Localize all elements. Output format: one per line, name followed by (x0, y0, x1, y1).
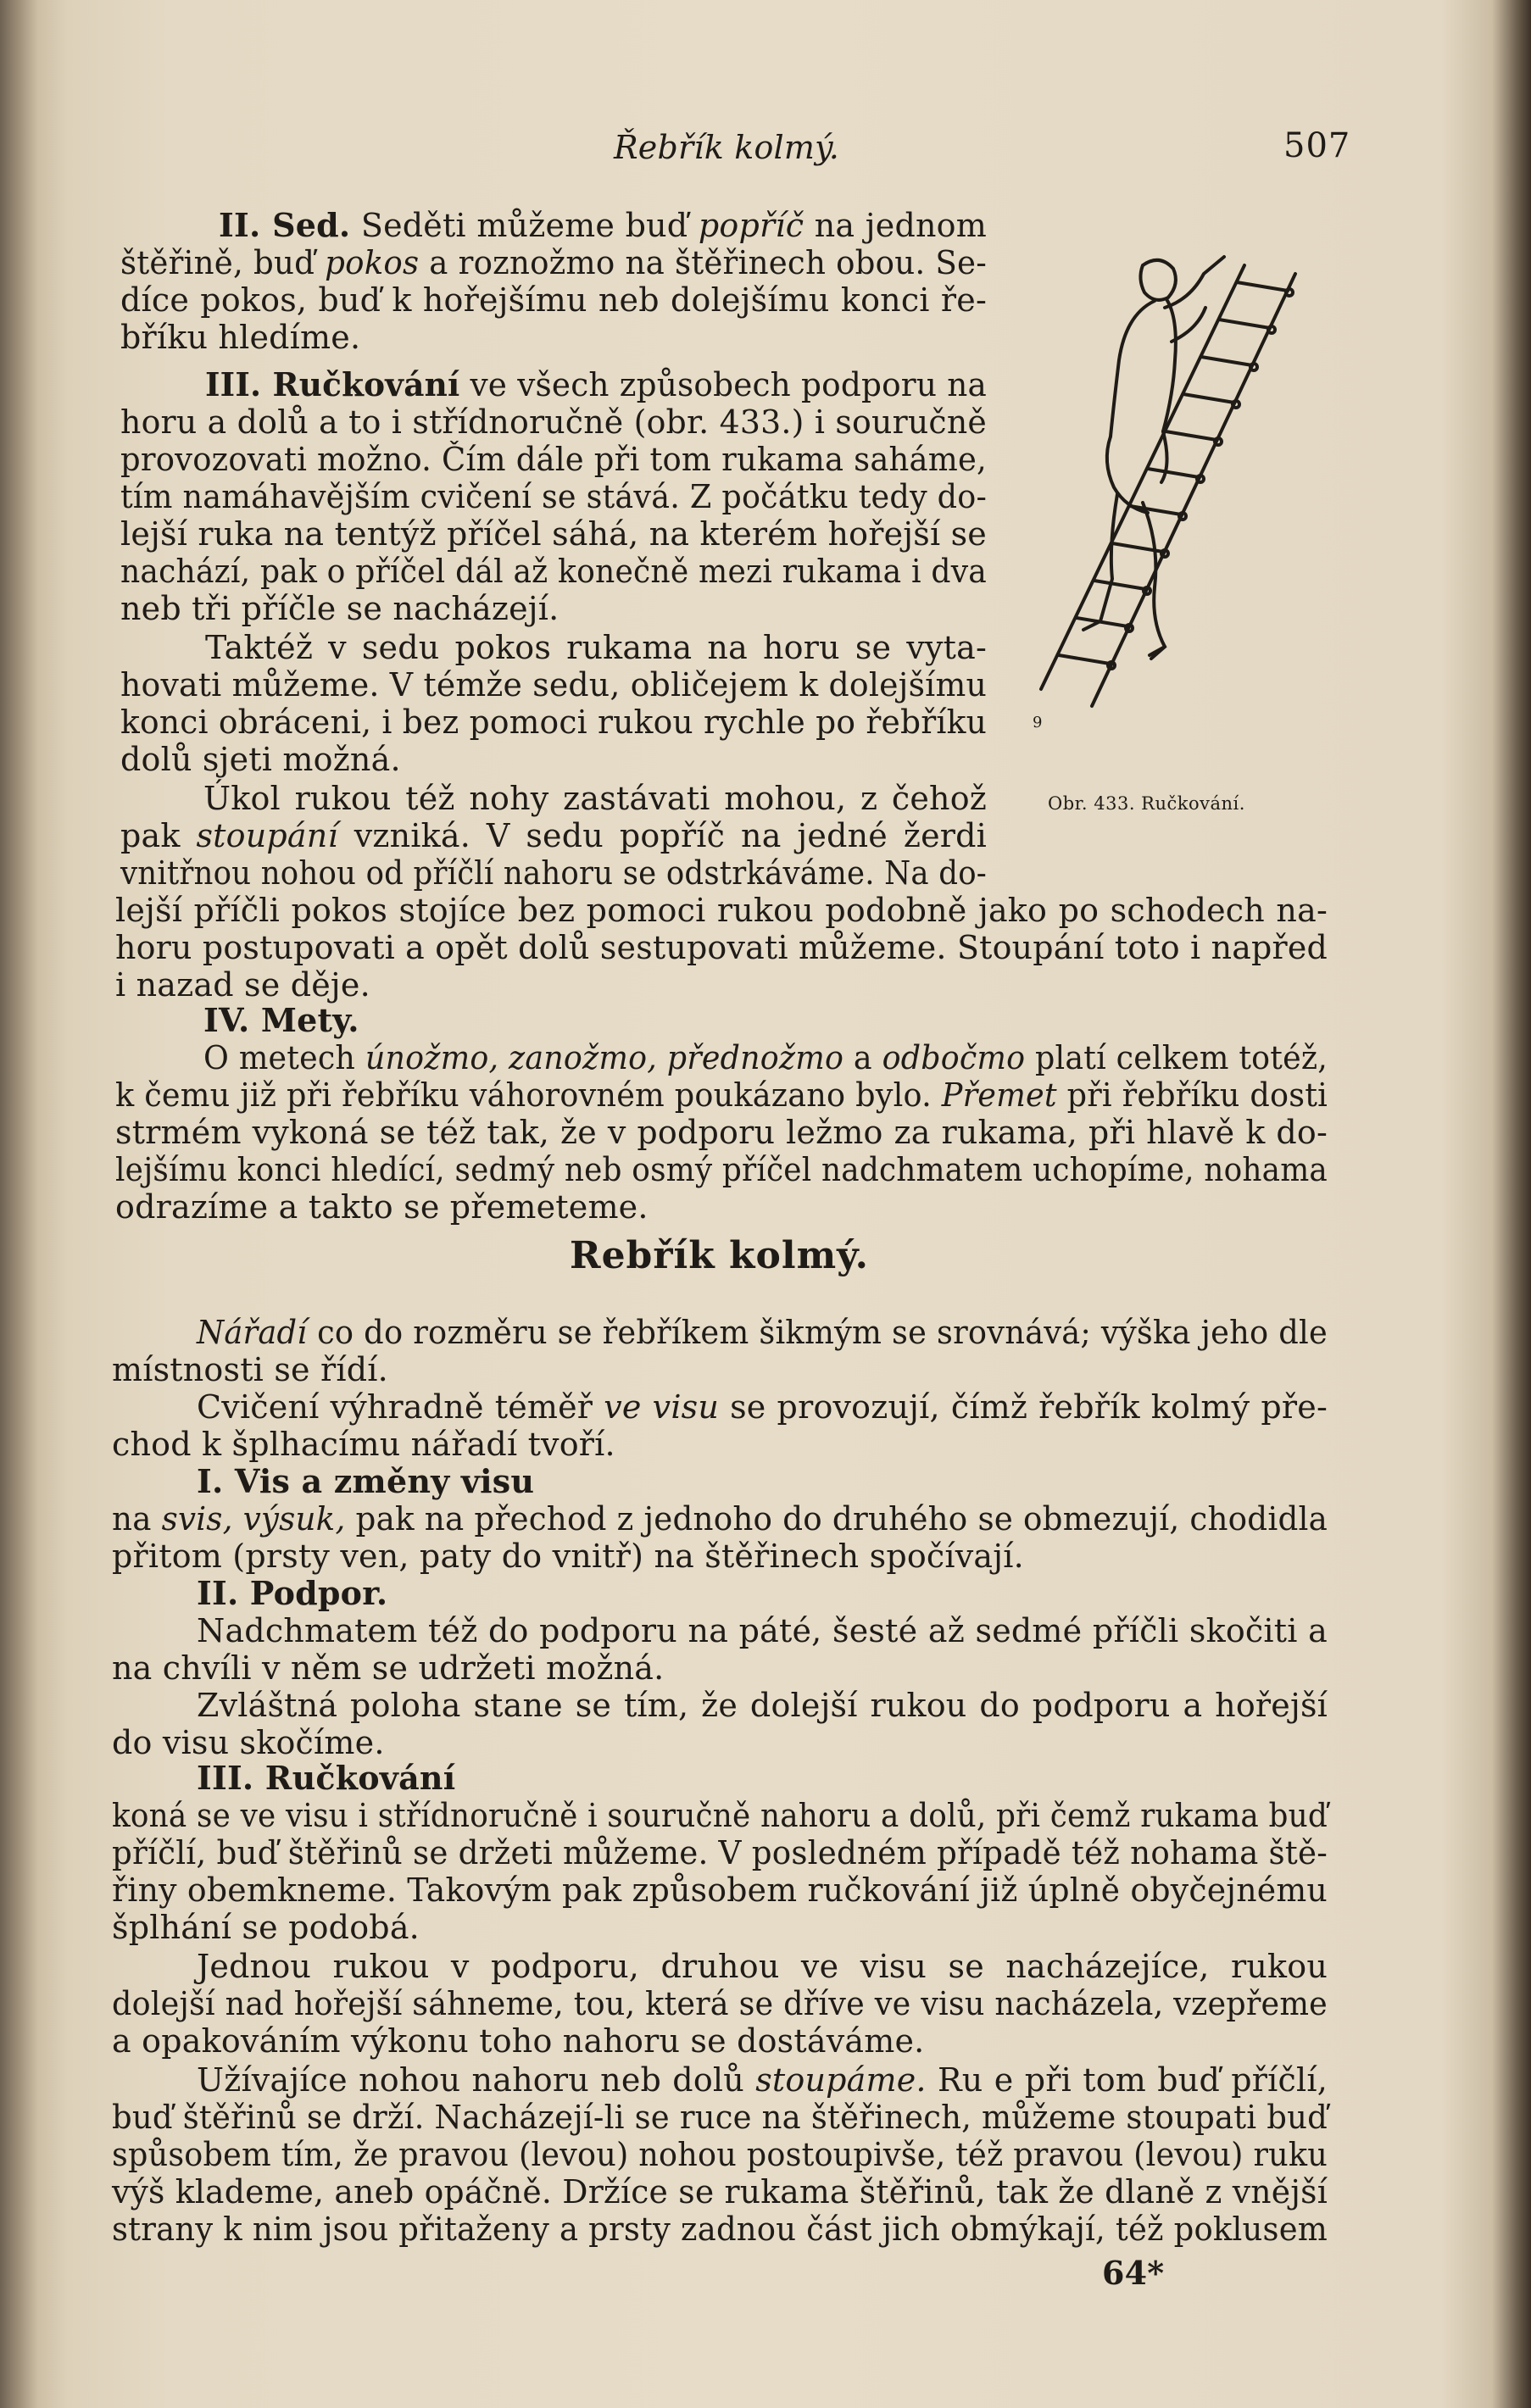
bold-run: III. Ručkování (205, 365, 460, 403)
text-run: konci obráceni, i bez pomoci rukou rychle po řebříku (120, 703, 987, 741)
text-run: Zvláštná poloha stane se tím, že dolejší rukou do podporu a hořejší (197, 1687, 1328, 1724)
text-run: příčlí, buď štěřinů se držeti můžeme. V posledném případě též nohama ště- (112, 1834, 1328, 1871)
text-run: spůsobem tím, že pravou (levou) nohou postoupivše, též pravou (levou) ruku (112, 2136, 1328, 2173)
running-header-title: Řebřík kolmý. (614, 129, 840, 166)
text-line (120, 281, 987, 319)
text-run: pak na přechod z jednoho do druhého se obmezují, chodidla (345, 1500, 1328, 1538)
text-line (115, 966, 370, 1004)
figure-caption: Obr. 433. Ručkování. (1048, 793, 1245, 814)
text-run: i nazad se děje. (115, 966, 370, 1004)
bold-run: I. Vis a změny visu (197, 1462, 535, 1500)
text-run: do visu skočíme. (112, 1724, 385, 1761)
text-run: na chvíli v něm se udržeti možná. (112, 1649, 665, 1687)
text-run: se provozují, čímž řebřík kolmý pře- (719, 1388, 1328, 1426)
bold-run: II. Podpor. (197, 1574, 388, 1612)
text-line (112, 1649, 664, 1687)
text-run: dolejší nad hořejší sáhneme, tou, která se dříve ve visu nacházela, vzepřeme (112, 1985, 1328, 2022)
text-line (120, 741, 401, 778)
text-line (112, 2099, 1328, 2136)
text-line (197, 1314, 1328, 1351)
text-line (115, 1076, 1328, 1114)
bold-run: III. Ručkování (197, 1759, 456, 1797)
text-run: provozovati možno. Čím dále při tom rukama saháme, (120, 441, 987, 478)
text-run: při řebříku dosti (1056, 1076, 1328, 1114)
italic-run: únožmo, zanožmo, přednožmo (365, 1039, 844, 1076)
text-line (203, 780, 987, 817)
text-line (120, 478, 987, 515)
text-run: vnitřnou nohou od příčlí nahoru se odstrkáváme. Na do- (120, 854, 987, 892)
text-line (115, 1151, 1328, 1188)
text-run: k čemu již při řebříku váhorovném poukázano bylo. (115, 1076, 942, 1114)
italic-run: ve visu (604, 1388, 720, 1426)
text-run: na jednom (804, 207, 987, 244)
text-run: a (843, 1039, 882, 1076)
text-line (112, 1834, 1328, 1871)
text-line (197, 2061, 1328, 2099)
text-line (205, 366, 987, 403)
text-line (197, 1612, 1328, 1649)
text-line (120, 553, 987, 590)
text-line (120, 817, 987, 854)
text-run: nachází, pak o příčel dál až konečně mezi rukama i dva (120, 553, 987, 590)
text-run: ve všech způsobech podporu na (459, 366, 987, 403)
text-run: Ru e při tom buď příčlí, (926, 2061, 1328, 2099)
italic-run: stoupání (196, 817, 338, 854)
italic-run: svis, výsuk, (161, 1500, 346, 1538)
text-line (197, 1948, 1328, 1985)
italic-run: pokos (325, 244, 420, 281)
text-run: tím namáhavějším cvičení se stává. Z počátku tedy do- (120, 478, 987, 515)
text-run: štěřině, buď (120, 244, 326, 281)
bold-run: IV. Mety. (203, 1001, 359, 1039)
text-line (112, 1909, 420, 1946)
text-run: platí celkem totéž, (1025, 1039, 1328, 1076)
text-line (120, 590, 559, 627)
text-line (203, 1002, 359, 1039)
text-run: Seděti můžeme buď (350, 207, 699, 244)
text-line (120, 403, 987, 441)
text-run: neb tři příčle se nacházejí. (120, 590, 560, 627)
text-run: strmém vykoná se též tak, že v podporu ležmo za rukama, při hlavě k do- (115, 1114, 1328, 1151)
text-line (120, 244, 987, 281)
text-line (112, 1797, 1328, 1834)
text-run: Jednou rukou v podporu, druhou ve visu se nacházejíce, rukou (197, 1948, 1328, 1985)
text-run: Rebřík kolmý. (570, 1234, 869, 1277)
text-run: strany k nim jsou přitaženy a prsty zadnou část jich obmýkají, též poklusem (112, 2211, 1328, 2248)
text-line (120, 666, 987, 703)
text-run: bříku hledíme. (120, 319, 361, 356)
text-run: Úkol rukou též nohy zastávati mohou, z čehož (203, 780, 987, 817)
text-run: Nadchmatem též do podporu na páté, šesté až sedmé příčli skočiti a (197, 1612, 1328, 1649)
italic-run: Nářadí (197, 1314, 308, 1351)
text-line (112, 1538, 1024, 1575)
text-line (197, 1388, 1328, 1426)
text-line (197, 1575, 387, 1612)
text-run: chod k šplhacímu nářadí tvoří. (112, 1426, 615, 1463)
text-line (112, 1724, 385, 1761)
text-run: Užívajíce nohou nahoru neb dolů (197, 2061, 756, 2099)
text-line (112, 2211, 1328, 2248)
text-line (115, 1188, 649, 1226)
text-run: buď štěřinů se drží. Nacházejí-li se ruce na štěřinech, můžeme stoupati buď (112, 2099, 1328, 2136)
text-line (120, 319, 360, 356)
text-line (115, 929, 1328, 966)
text-run: výš klademe, aneb opáčně. Držíce se rukama štěřinů, tak že dlaně z vnější (112, 2173, 1328, 2211)
text-line (115, 892, 1328, 929)
text-line (112, 1426, 615, 1463)
text-run: vzniká. V sedu popříč na jedné žerdi (337, 817, 987, 854)
text-run: Cvičení výhradně téměř (197, 1388, 604, 1426)
text-line (197, 1463, 534, 1500)
signature-mark: 64* (1102, 2254, 1165, 2292)
text-line (197, 1760, 455, 1797)
text-line (112, 2173, 1328, 2211)
text-run: lejší příčli pokos stojíce bez pomoci rukou podobně jako po schodech na- (115, 892, 1328, 929)
text-line (120, 515, 987, 553)
text-run: díce pokos, buď k hořejšímu neb dolejšímu konci ře- (120, 281, 987, 319)
text-run: Taktéž v sedu pokos rukama na horu se vyta- (205, 629, 987, 666)
text-line (112, 2136, 1328, 2173)
text-run: O metech (203, 1039, 365, 1076)
text-run: horu postupovati a opět dolů sestupovati můžeme. Stoupání toto i napřed (115, 929, 1328, 966)
text-run: řiny obemkneme. Takovým pak způsobem ručkování již úplně obyčejnému (112, 1871, 1328, 1909)
text-run: lejší ruka na tentýž příčel sáhá, na kterém hořejší se (120, 515, 987, 553)
text-run: dolů sjeti možná. (120, 741, 401, 778)
text-run: hovati můžeme. V témže sedu, obličejem k dolejšímu (120, 666, 987, 703)
italic-run: Přemet (941, 1076, 1057, 1114)
text-line (120, 854, 987, 892)
italic-run: popříč (698, 207, 804, 244)
text-run: a opakováním výkonu toho nahoru se dostáváme. (112, 2022, 925, 2060)
text-line (205, 629, 987, 666)
svg-text:9: 9 (1033, 714, 1043, 731)
italic-run: stoupáme. (755, 2061, 927, 2099)
text-run: a roznožmo na štěřinech obou. Se- (419, 244, 988, 281)
text-line (112, 1871, 1328, 1909)
text-run: šplhání se podobá. (112, 1909, 420, 1946)
text-line (112, 1500, 1328, 1538)
text-line (203, 1039, 1328, 1076)
section-heading (570, 1234, 869, 1277)
text-run: horu a dolů a to i střídnoručně (obr. 433.) i souručně (120, 403, 987, 441)
text-line (112, 2022, 924, 2060)
text-run: odrazíme a takto se přemeteme. (115, 1188, 649, 1226)
text-run: lejšímu konci hledící, sedmý neb osmý příčel nadchmatem uchopíme, nohama (115, 1151, 1328, 1188)
text-run: co do rozměru se řebříkem šikmým se srovnává; výška jeho dle (307, 1314, 1328, 1351)
text-line (197, 1687, 1328, 1724)
text-run: na (112, 1500, 162, 1538)
italic-run: odbočmo (882, 1039, 1026, 1076)
page-number: 507 (1283, 126, 1351, 165)
text-run: místnosti se řídí. (112, 1351, 388, 1388)
text-line (219, 207, 987, 244)
text-line (112, 1351, 388, 1388)
text-run: koná se ve visu i střídnoručně i souručně nahoru a dolů, při čemž rukama buď (112, 1797, 1328, 1834)
text-line (112, 1985, 1328, 2022)
bold-run: II. Sed. (219, 206, 351, 244)
text-line (120, 441, 987, 478)
text-run: pak (120, 817, 197, 854)
text-line (115, 1114, 1328, 1151)
text-run: přitom (prsty ven, paty do vnitř) na štěřinech spočívají. (112, 1538, 1024, 1575)
text-line (120, 703, 987, 741)
